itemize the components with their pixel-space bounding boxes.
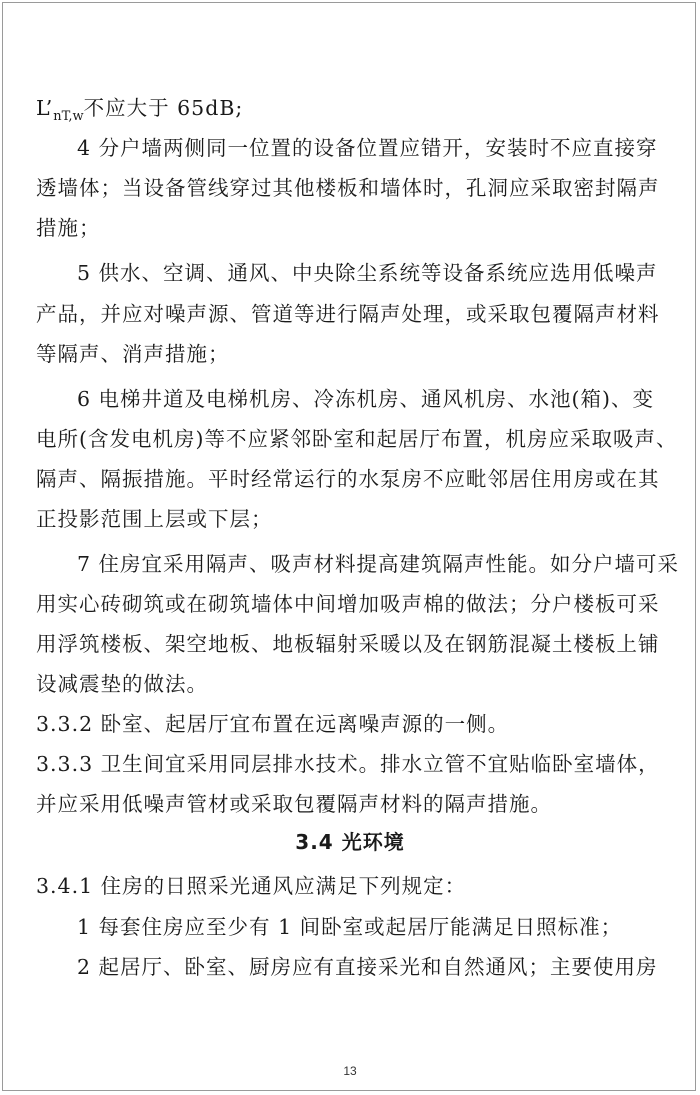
- text-line: 5 供水、空调、通风、中央除尘系统等设备系统应选用低噪声: [77, 261, 658, 285]
- text-line: 设减震垫的做法。: [36, 672, 208, 696]
- text-line: 正投影范围上层或下层；: [36, 507, 273, 531]
- clause-3-3-3: 3.3.3 卫生间宜采用同层排水技术。排水立管不宜贴临卧室墙体，: [36, 752, 660, 776]
- clause-3-4-1: 3.4.1 住房的日照采光通风应满足下列规定：: [36, 874, 467, 898]
- text-line: 透墙体；当设备管线穿过其他楼板和墙体时，孔洞应采取密封隔声: [36, 176, 660, 200]
- text-line: 用实心砖砌筑或在砌筑墙体中间增加吸声棉的做法；分户楼板可采: [36, 592, 660, 616]
- text-line: 隔声、隔振措施。平时经常运行的水泵房不应毗邻居住用房或在其: [36, 467, 660, 491]
- text-line: 电所(含发电机房)等不应紧邻卧室和起居厅布置，机房应采取吸声、: [36, 427, 678, 451]
- text-line: 产品，并应对噪声源、管道等进行隔声处理，或采取包覆隔声材料: [36, 302, 660, 326]
- text-line: $L’_{nT,w}$不应大于 65dB;: [36, 96, 244, 124]
- text-line: 7 住房宜采用隔声、吸声材料提高建筑隔声性能。如分户墙可采: [77, 552, 680, 576]
- clause-3-3-2: 3.3.2 卧室、起居厅宜布置在远离噪声源的一侧。: [36, 712, 510, 736]
- text-line: 并应采用低噪声管材或采取包覆隔声材料的隔声措施。: [36, 792, 552, 816]
- text-line: 2 起居厅、卧室、厨房应有直接采光和自然通风；主要使用房: [77, 955, 658, 979]
- text-line: 措施；: [36, 216, 101, 240]
- text-line: 4 分户墙两侧同一位置的设备位置应错开，安装时不应直接穿: [77, 136, 658, 160]
- text-line: 6 电梯井道及电梯机房、冷冻机房、通风机房、水池(箱)、变: [77, 387, 655, 411]
- text-line: 1 每套住房应至少有 1 间卧室或起居厅能满足日照标准；: [77, 915, 623, 939]
- text-line: 等隔声、消声措施；: [36, 342, 230, 366]
- page-number: 13: [343, 1064, 357, 1078]
- section-heading: 3.4 光环境: [295, 830, 405, 854]
- text-line: 用浮筑楼板、架空地板、地板辐射采暖以及在钢筋混凝土楼板上铺: [36, 632, 660, 656]
